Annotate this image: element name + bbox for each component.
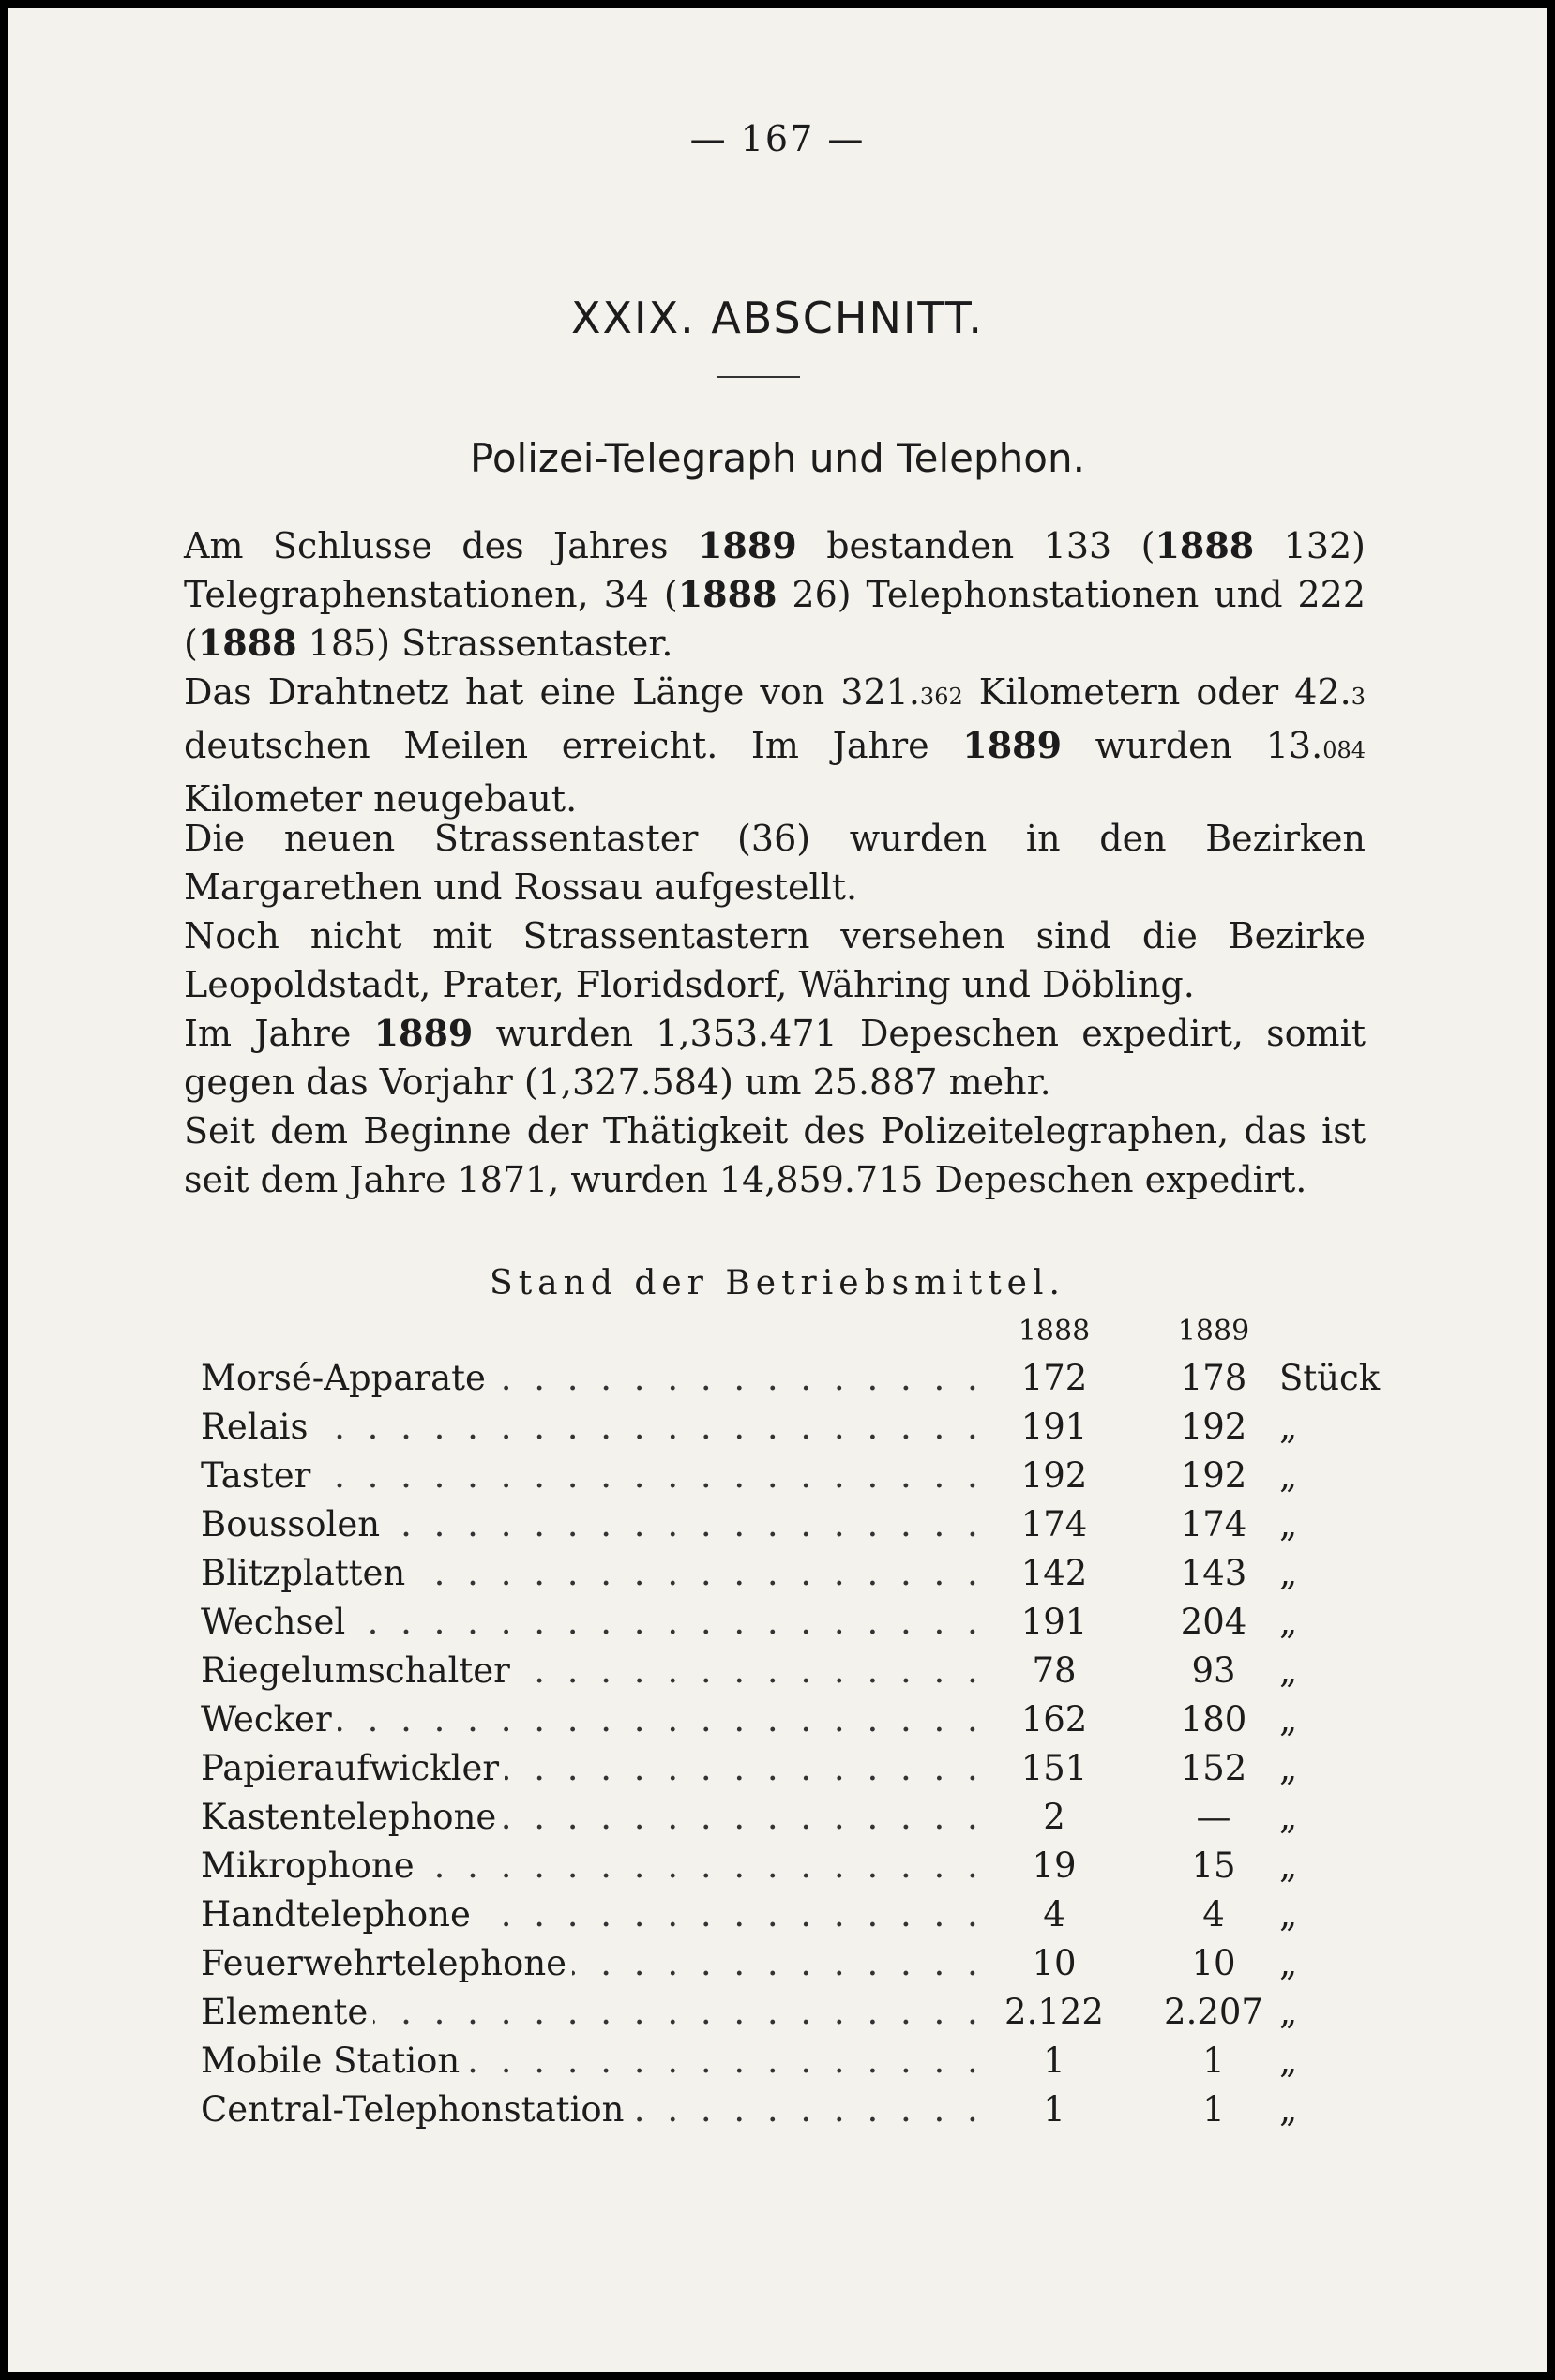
row-label: Blitzplatten xyxy=(201,1549,411,1598)
leader-dots xyxy=(201,1403,979,1452)
table-row xyxy=(201,2086,1382,2134)
leader-dots xyxy=(201,1452,979,1500)
unit-label: „ xyxy=(1279,1699,1298,1740)
paragraph-new-taster: Die neuen Strassentaster (36) wurden in den Bezirken Margarethen und Rossau aufgestellt. xyxy=(184,818,1366,908)
row-label: Mobile Station xyxy=(201,2037,465,2086)
table-row xyxy=(201,1695,1382,1744)
value-1888: 10 xyxy=(1032,1943,1077,1983)
unit-label: „ xyxy=(1279,1845,1298,1886)
unit-label: „ xyxy=(1279,1602,1298,1642)
paragraph-total: Seit dem Beginne der Thätigkeit des Polizeitelegraphen, das ist seit dem Jahre 1871, wurden 14,859.715 Depeschen expedirt. xyxy=(184,1110,1366,1200)
unit-label: „ xyxy=(1279,1748,1298,1788)
unit-label: „ xyxy=(1279,1407,1298,1447)
page-number: — 167 — xyxy=(689,118,866,159)
value-1889: 180 xyxy=(1180,1699,1247,1740)
table-row xyxy=(201,1793,1382,1842)
unit-label: „ xyxy=(1279,1504,1298,1544)
value-1888: 191 xyxy=(1020,1602,1088,1642)
unit-label: Stück xyxy=(1279,1358,1381,1398)
unit-label: „ xyxy=(1279,1553,1298,1593)
unit-label: „ xyxy=(1279,1943,1298,1983)
row-label: Handtelephone xyxy=(201,1890,476,1939)
unit-label: „ xyxy=(1279,2089,1298,2130)
table-row xyxy=(201,1890,1382,1939)
value-1889: 2.207 xyxy=(1164,1992,1263,2032)
row-label: Feuerwehrtelephone xyxy=(201,1939,572,1988)
row-label: Kastentelephone xyxy=(201,1793,502,1842)
value-1888: 192 xyxy=(1020,1455,1088,1496)
table-row xyxy=(201,1500,1382,1549)
value-1889: — xyxy=(1196,1797,1231,1837)
table-row xyxy=(201,1403,1382,1452)
unit-label: „ xyxy=(1279,1797,1298,1837)
row-label: Elemente xyxy=(201,1988,373,2037)
equipment-table xyxy=(201,1354,1382,2134)
table-row xyxy=(201,1549,1382,1598)
row-label: Riegelumschalter xyxy=(201,1647,516,1695)
row-label: Morsé-Apparate xyxy=(201,1354,491,1403)
value-1888: 4 xyxy=(1043,1894,1065,1935)
value-1888: 172 xyxy=(1020,1358,1088,1398)
value-1888: 151 xyxy=(1020,1748,1088,1788)
unit-label: „ xyxy=(1279,2041,1298,2081)
value-1889: 204 xyxy=(1180,1602,1247,1642)
value-1888: 191 xyxy=(1020,1407,1088,1447)
paragraph-districts: Noch nicht mit Strassentastern versehen sind die Bezirke Leopoldstadt, Prater, Floridsdorf, Währing und Döbling. xyxy=(184,915,1366,1005)
value-1889: 192 xyxy=(1180,1455,1247,1496)
row-label: Relais xyxy=(201,1403,313,1452)
value-1889: 10 xyxy=(1191,1943,1236,1983)
value-1889: 4 xyxy=(1202,1894,1225,1935)
column-header-1889: 1889 xyxy=(1177,1315,1250,1348)
value-1888: 78 xyxy=(1032,1650,1077,1691)
table-row xyxy=(201,1744,1382,1793)
value-1888: 2 xyxy=(1043,1797,1065,1837)
value-1888: 174 xyxy=(1020,1504,1088,1544)
value-1889: 152 xyxy=(1180,1748,1247,1788)
unit-label: „ xyxy=(1279,1455,1298,1496)
page-title: Polizei-Telegraph und Telephon. xyxy=(470,435,1085,481)
value-1889: 174 xyxy=(1180,1504,1247,1544)
unit-label: „ xyxy=(1279,1894,1298,1935)
value-1888: 142 xyxy=(1020,1553,1088,1593)
divider xyxy=(717,376,800,378)
value-1889: 15 xyxy=(1191,1845,1236,1886)
row-label: Boussolen xyxy=(201,1500,385,1549)
value-1888: 1 xyxy=(1043,2089,1065,2130)
unit-label: „ xyxy=(1279,1650,1298,1691)
table-row xyxy=(201,1452,1382,1500)
value-1888: 2.122 xyxy=(1004,1992,1104,2032)
value-1889: 178 xyxy=(1180,1358,1247,1398)
table-row xyxy=(201,1354,1382,1403)
table-row xyxy=(201,1598,1382,1647)
row-label: Central-Telephonstation xyxy=(201,2086,629,2134)
paragraph-dispatches: Im Jahre 1889 wurden 1,353.471 Depeschen expedirt, somit gegen das Vorjahr (1,327.584) um 25.887 mehr. xyxy=(184,1012,1366,1103)
paragraph-network: Das Drahtnetz hat eine Länge von 321.362 Kilometern oder 42.3 deutschen Meilen erreicht. Im Jahre 1889 wurden 13.084 Kilometer neugebaut. xyxy=(184,671,1366,820)
paragraph-stations: Am Schlusse des Jahres 1889 bestanden 133 (1888 132) Telegraphenstationen, 34 (1888 26) Telephonstationen und 222 (1888 185) Strassentaster. xyxy=(184,524,1366,664)
value-1889: 1 xyxy=(1202,2089,1225,2130)
section-heading: XXIX. ABSCHNITT. xyxy=(570,293,984,343)
value-1888: 1 xyxy=(1043,2041,1065,2081)
table-caption: Stand der Betriebsmittel. xyxy=(490,1264,1065,1303)
row-label: Taster xyxy=(201,1452,316,1500)
row-label: Wechsel xyxy=(201,1598,351,1647)
table-row xyxy=(201,1988,1382,2037)
row-label: Wecker xyxy=(201,1695,338,1744)
value-1889: 192 xyxy=(1180,1407,1247,1447)
table-row xyxy=(201,1939,1382,1988)
value-1889: 1 xyxy=(1202,2041,1225,2081)
value-1889: 93 xyxy=(1191,1650,1236,1691)
column-header-1888: 1888 xyxy=(1018,1315,1091,1348)
row-label: Papieraufwickler xyxy=(201,1744,505,1793)
table-row xyxy=(201,1842,1382,1890)
row-label: Mikrophone xyxy=(201,1842,420,1890)
value-1888: 162 xyxy=(1020,1699,1088,1740)
table-row xyxy=(201,2037,1382,2086)
table-row xyxy=(201,1647,1382,1695)
unit-label: „ xyxy=(1279,1992,1298,2032)
book-page xyxy=(8,8,1547,2372)
value-1889: 143 xyxy=(1180,1553,1247,1593)
value-1888: 19 xyxy=(1032,1845,1077,1886)
